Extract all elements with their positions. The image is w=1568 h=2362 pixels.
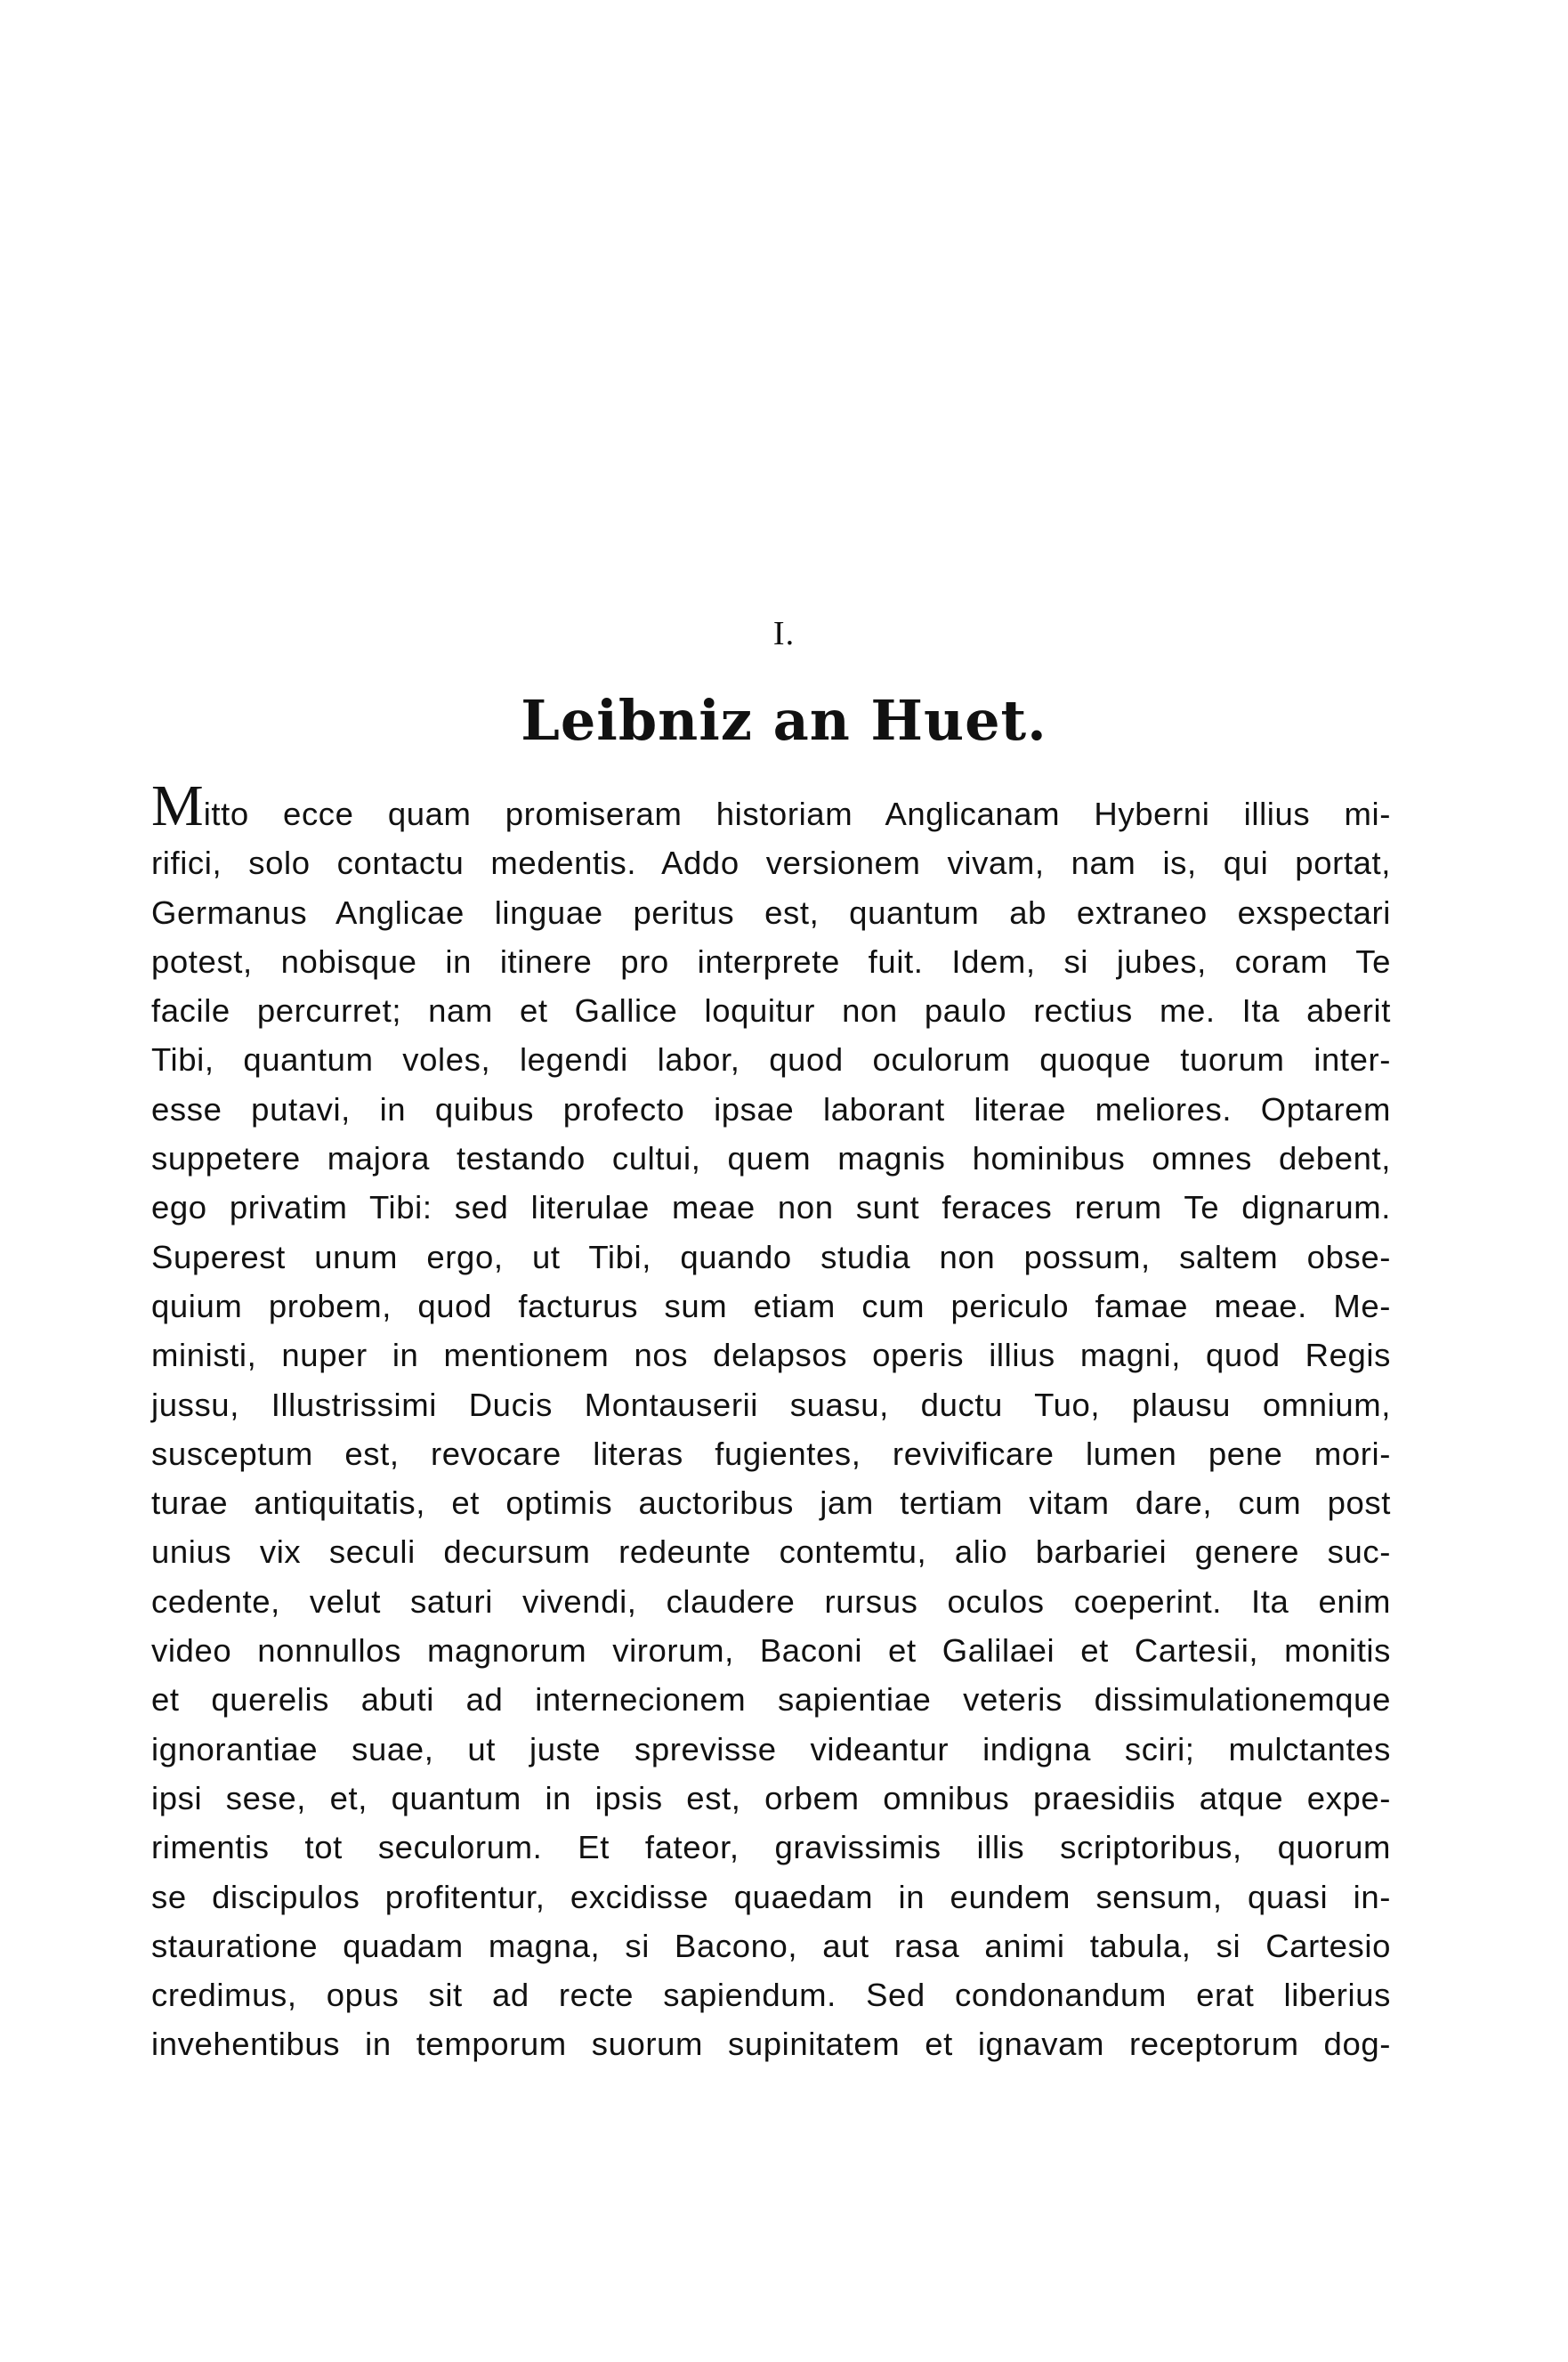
- body-line: suppetere majora testando cultui, quem magnis hominibus omnes debent,: [151, 1140, 1391, 1177]
- body-line: credimus, opus sit ad recte sapiendum. Sed condonandum erat liberius: [151, 1977, 1391, 2014]
- body-line: rimentis tot seculorum. Et fateor, gravissimis illis scriptoribus, quorum: [151, 1829, 1391, 1866]
- body-line: facile percurret; nam et Gallice loquitur non paulo rectius me. Ita aberit: [151, 992, 1391, 1030]
- body-line: video nonnullos magnorum virorum, Baconi et Galilaei et Cartesii, monitis: [151, 1632, 1391, 1670]
- body-line: Tibi, quantum voles, legendi labor, quod oculorum quoque tuorum inter-: [151, 1041, 1391, 1079]
- body-line: potest, nobisque in itinere pro interprete fuit. Idem, si jubes, coram Te: [151, 942, 1391, 980]
- letter-title: Leibniz an Huet.: [521, 688, 1047, 753]
- body-line: esse putavi, in quibus profecto ipsae laborant literae meliores. Optarem: [151, 1090, 1391, 1128]
- body-line: quium probem, quod facturus sum etiam cum periculo famae meae. Me-: [151, 1287, 1391, 1324]
- body-line: [151, 773, 1391, 838]
- body-line: ego privatim Tibi: sed literulae meae non sunt feraces rerum Te dignarum.: [151, 1189, 1391, 1226]
- body-line: ipsi sese, et, quantum in ipsis est, orbem omnibus praesidiis atque expe-: [151, 1779, 1391, 1816]
- chapter-number: I.: [772, 615, 796, 652]
- drop-cap: M: [151, 773, 204, 838]
- body-line: invehentibus in temporum suorum supinitatem et ignavam receptorum dog-: [151, 2026, 1391, 2063]
- letter-body: [151, 773, 1391, 2069]
- body-line: se discipulos profitentur, excidisse quaedam in eundem sensum, quasi in-: [151, 1878, 1391, 1915]
- body-line: cedente, velut saturi vivendi, claudere rursus oculos coeperint. Ita enim: [151, 1582, 1391, 1620]
- first-line-text: itto ecce quam promiseram historiam Anglicanam Hyberni illius mi-: [203, 796, 1391, 832]
- body-line: et querelis abuti ad internecionem sapientiae veteris dissimulationemque: [151, 1681, 1391, 1719]
- body-line: susceptum est, revocare literas fugientes, revivificare lumen pene mori-: [151, 1435, 1391, 1472]
- body-line: jussu, Illustrissimi Ducis Montauserii suasu, ductu Tuo, plausu omnium,: [151, 1386, 1391, 1423]
- body-line: ignorantiae suae, ut juste sprevisse videantur indigna sciri; mulctantes: [151, 1730, 1391, 1767]
- body-line: Superest unum ergo, ut Tibi, quando studia non possum, saltem obse-: [151, 1238, 1391, 1275]
- body-line: turae antiquitatis, et optimis auctoribus jam tertiam vitam dare, cum post: [151, 1484, 1391, 1522]
- body-line: rifici, solo contactu medentis. Addo versionem vivam, nam is, qui portat,: [151, 845, 1391, 882]
- body-line: stauratione quadam magna, si Bacono, aut rasa animi tabula, si Cartesio: [151, 1927, 1391, 1964]
- body-line: Germanus Anglicae linguae peritus est, quantum ab extraneo exspectari: [151, 894, 1391, 931]
- body-line: ministi, nuper in mentionem nos delapsos operis illius magni, quod Regis: [151, 1337, 1391, 1374]
- body-line: unius vix seculi decursum redeunte contemtu, alio barbariei genere suc-: [151, 1533, 1391, 1571]
